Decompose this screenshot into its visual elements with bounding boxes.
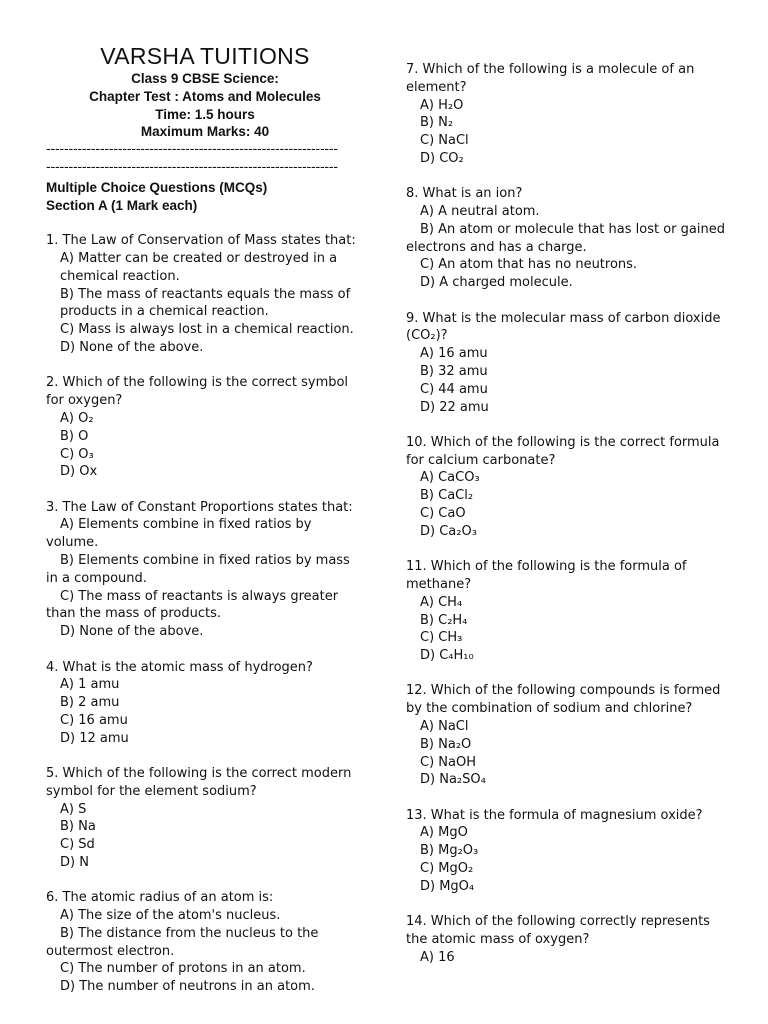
question-text: 1. The Law of Conservation of Mass states that: [46, 233, 356, 249]
answer-option: B) N₂ [420, 115, 454, 131]
question-list-right [406, 61, 726, 967]
question-text: 12. Which of the following compounds is formed by the combination of sodium and chlorine? [406, 683, 721, 717]
question-item [406, 185, 726, 292]
question-item [46, 232, 364, 357]
answer-option: A) 16 amu [420, 346, 488, 362]
answer-option: C) NaCl [420, 133, 469, 149]
question-text: 3. The Law of Constant Proportions states that: [46, 499, 353, 515]
answer-option: C) Mass is always lost in a chemical reaction. [60, 322, 354, 338]
tuition-title: VARSHA TUITIONS [100, 43, 310, 69]
answer-option: A) S [60, 801, 87, 817]
answer-option: D) CO₂ [420, 150, 464, 166]
question-text: 6. The atomic radius of an atom is: [46, 890, 274, 906]
question-item [46, 889, 364, 996]
answer-option: D) Na₂SO₄ [420, 772, 486, 788]
section-subheading: Section A (1 Mark each) [46, 197, 198, 213]
question-item [406, 682, 726, 789]
divider-line: ----------------------------------------------------------------- [46, 142, 338, 158]
answer-option: B) Na₂O [420, 736, 472, 752]
answer-option: D) Ox [60, 464, 98, 480]
answer-option: A) 16 [420, 949, 455, 965]
question-text: 8. What is an ion? [406, 186, 523, 202]
question-item [46, 499, 364, 641]
answer-option: D) Ca₂O₃ [420, 523, 477, 539]
class-line: Class 9 CBSE Science: [131, 71, 279, 86]
answer-option: A) Matter can be created or destroyed in a chemical reaction. [60, 251, 338, 284]
right-column [406, 61, 726, 967]
question-item [406, 310, 726, 417]
answer-option: D) A charged molecule. [420, 275, 573, 291]
answer-option: A) MgO [420, 825, 468, 841]
answer-option: A) H₂O [420, 97, 464, 113]
question-text: 13. What is the formula of magnesium oxide? [406, 807, 703, 823]
answer-option: C) 44 amu [420, 381, 488, 397]
question-text: 2. Which of the following is the correct symbol for oxygen? [46, 375, 349, 409]
question-item [406, 807, 726, 896]
question-item [406, 61, 726, 168]
question-text: 11. Which of the following is the formula of methane? [406, 559, 687, 592]
answer-option: C) The number of protons in an atom. [60, 961, 306, 977]
answer-option: A) Elements combine in fixed ratios by volume. [46, 517, 312, 551]
answer-option: C) 16 amu [60, 712, 128, 728]
answer-option: A) A neutral atom. [420, 204, 540, 220]
question-item [406, 558, 726, 665]
question-text: 9. What is the molecular mass of carbon dioxide (CO₂)? [406, 310, 721, 344]
question-item [46, 659, 364, 748]
answer-option: B) CaCl₂ [420, 488, 474, 504]
answer-option: C) CaO [420, 506, 466, 522]
time-line: Time: 1.5 hours [155, 106, 255, 122]
question-text: 7. Which of the following is a molecule of an element? [406, 62, 695, 95]
question-text: 5. Which of the following is the correct modern symbol for the element sodium? [46, 766, 352, 799]
answer-option: B) 32 amu [420, 363, 488, 379]
answer-option: A) NaCl [420, 719, 469, 734]
answer-option: C) CH₃ [420, 630, 463, 646]
answer-option: B) C₂H₄ [420, 612, 468, 628]
question-list-left [46, 232, 364, 996]
answer-option: B) Na [60, 819, 96, 835]
answer-option: D) MgO₄ [420, 878, 475, 894]
answer-option: B) O [60, 428, 89, 444]
answer-option: C) The mass of reactants is always greater than the mass of products. [46, 588, 339, 622]
answer-option: D) None of the above. [60, 340, 204, 356]
left-column [46, 42, 364, 996]
answer-option: B) Elements combine in fixed ratios by mass in a compound. [46, 553, 350, 586]
question-text: 10. Which of the following is the correct formula for calcium carbonate? [406, 434, 720, 468]
answer-option: B) An atom or molecule that has lost or gained electrons and has a charge. [406, 221, 725, 255]
answer-option: A) O₂ [60, 410, 94, 426]
answer-option: B) The mass of reactants equals the mass of products in a chemical reaction. [60, 286, 351, 320]
answer-option: C) O₃ [60, 446, 94, 462]
answer-option: D) N [60, 854, 89, 870]
answer-option: C) An atom that has no neutrons. [420, 257, 638, 273]
answer-option: A) 1 amu [60, 677, 120, 693]
answer-option: D) None of the above. [60, 624, 204, 640]
question-item [406, 913, 726, 966]
answer-option: D) 22 amu [420, 399, 489, 415]
document-header [46, 42, 364, 141]
question-item [46, 374, 364, 481]
answer-option: D) The number of neutrons in an atom. [60, 979, 315, 995]
answer-option: D) 12 amu [60, 730, 129, 746]
answer-option: B) The distance from the nucleus to the outermost electron. [46, 925, 319, 959]
question-text: 14. Which of the following correctly represents the atomic mass of oxygen? [406, 914, 710, 947]
answer-option: C) MgO₂ [420, 861, 474, 877]
chapter-line: Chapter Test : Atoms and Molecules [89, 88, 321, 104]
answer-option: B) Mg₂O₃ [420, 843, 479, 859]
answer-option: B) 2 amu [60, 695, 120, 711]
answer-option: C) Sd [60, 837, 95, 853]
question-text: 4. What is the atomic mass of hydrogen? [46, 659, 313, 675]
answer-option: A) CaCO₃ [420, 470, 480, 486]
answer-option: D) C₄H₁₀ [420, 648, 474, 664]
question-item [406, 434, 726, 541]
divider-line: ----------------------------------------------------------------- [46, 159, 338, 175]
answer-option: A) CH₄ [420, 594, 463, 610]
answer-option: A) The size of the atom's nucleus. [60, 908, 281, 924]
question-item [46, 765, 364, 872]
answer-option: C) NaOH [420, 754, 476, 770]
marks-line: Maximum Marks: 40 [140, 124, 270, 140]
section-heading: Multiple Choice Questions (MCQs) [46, 180, 268, 196]
